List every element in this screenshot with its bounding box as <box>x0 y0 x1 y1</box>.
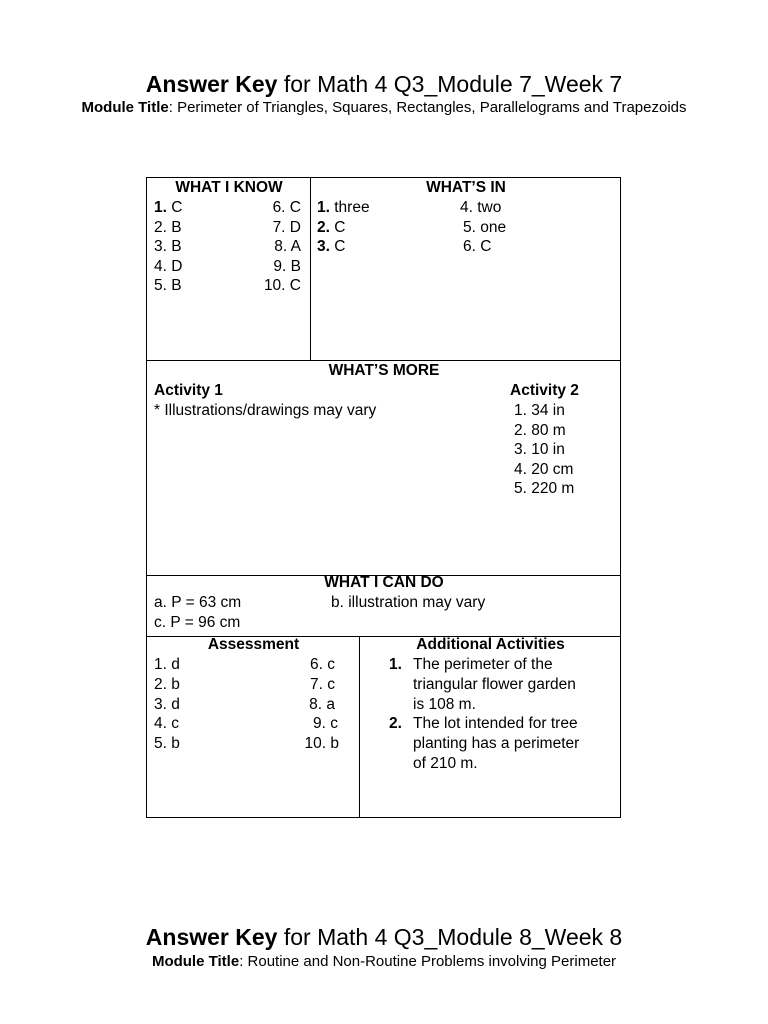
item-number: 1. <box>154 199 167 216</box>
activity1-note: * Illustrations/drawings may vary <box>154 402 377 419</box>
module-title-label: Module Title <box>81 99 169 116</box>
module-title-value: : Routine and Non-Routine Problems involving Perimeter <box>239 953 617 970</box>
can-do-answer-b: b. illustration may vary <box>331 594 486 611</box>
activity2-item: 1. 34 in <box>514 402 565 419</box>
title-rest: for Math 4 Q3_Module 8_Week 8 <box>277 924 623 950</box>
answer-item <box>317 237 345 257</box>
item-number: 2. <box>154 218 167 236</box>
item-answer: C <box>166 199 183 216</box>
answer-item: 10. b <box>304 735 339 752</box>
item-answer: C <box>329 218 346 236</box>
additional-item-line: triangular flower garden <box>413 676 576 693</box>
next-module-subtitle <box>60 951 708 972</box>
answer-item <box>154 218 182 238</box>
answer-item: 4. c <box>154 715 179 732</box>
additional-item-number: 1. <box>389 656 402 673</box>
item-answer: B <box>166 277 182 294</box>
answer-item: 4. two <box>460 199 502 216</box>
answer-item: 8. A <box>274 238 301 255</box>
item-answer: C <box>329 238 346 255</box>
item-number: 5. <box>154 277 167 294</box>
answer-item: 10. C <box>263 277 301 294</box>
activity2-item: 3. 10 in <box>514 441 565 458</box>
next-module-title <box>0 923 768 951</box>
answer-item: 9. c <box>313 715 338 732</box>
title-rest: for Math 4 Q3_Module 7_Week 7 <box>277 71 623 97</box>
answer-item: 6. C <box>272 199 301 216</box>
whats-more-cell <box>147 361 621 576</box>
answer-item <box>154 276 182 296</box>
additional-item-line: of 210 m. <box>413 754 478 772</box>
can-do-answer-c: c. P = 96 cm <box>154 614 241 631</box>
assessment-heading: Assessment <box>207 636 300 653</box>
item-number: 1. <box>317 199 330 216</box>
module-title <box>60 97 708 118</box>
title-bold: Answer Key <box>145 924 278 950</box>
activity2-item: 5. 220 m <box>514 480 575 497</box>
item-answer: B <box>166 238 182 255</box>
item-number: 3. <box>154 238 167 255</box>
activity2-item: 4. 20 cm <box>514 460 574 478</box>
what-i-can-do-cell <box>147 576 621 637</box>
answer-item: 7. c <box>310 676 335 693</box>
answer-item <box>154 237 182 257</box>
module-title-value: : Perimeter of Triangles, Squares, Rectangles, Parallelograms and Trapezoids <box>168 99 687 116</box>
whats-in-cell <box>311 178 621 361</box>
answer-item <box>154 257 182 277</box>
item-answer: D <box>166 257 183 275</box>
answer-item: 3. d <box>154 695 180 713</box>
answer-item <box>317 218 345 238</box>
whats-more-heading: WHAT’S MORE <box>328 362 440 379</box>
answer-item: 2. b <box>154 676 180 693</box>
what-i-know-cell <box>147 178 311 361</box>
item-number: 3. <box>317 238 330 255</box>
additional-item-number: 2. <box>389 715 402 732</box>
additional-item-line: planting has a perimeter <box>413 735 580 752</box>
additional-item-line: The lot intended for tree <box>413 715 578 732</box>
additional-item-line: is 108 m. <box>413 695 476 713</box>
answer-item: 6. C <box>463 238 492 255</box>
activity2-item: 2. 80 m <box>514 421 566 439</box>
item-number: 4. <box>154 257 167 275</box>
assessment-cell <box>147 637 360 818</box>
answer-item: 6. c <box>310 656 335 673</box>
answer-key-table <box>146 177 621 818</box>
item-answer: three <box>329 199 370 216</box>
answer-item: 5. b <box>154 735 180 752</box>
can-do-answer-a: a. P = 63 cm <box>154 594 242 611</box>
what-i-know-heading: WHAT I KNOW <box>175 179 283 196</box>
title-bold: Answer Key <box>145 71 278 97</box>
item-answer: B <box>166 218 182 236</box>
item-number: 2. <box>317 218 330 236</box>
answer-item: 8. a <box>309 695 335 713</box>
activity1-title: Activity 1 <box>154 382 223 399</box>
additional-activities-heading: Additional Activities <box>416 636 565 653</box>
what-i-can-do-heading: WHAT I CAN DO <box>324 574 444 591</box>
activity2-title: Activity 2 <box>510 382 579 399</box>
answer-item: 9. B <box>273 257 301 275</box>
answer-item: 1. d <box>154 656 180 673</box>
additional-item-line: The perimeter of the <box>413 656 553 673</box>
answer-item: 7. D <box>272 218 301 236</box>
answer-item <box>317 198 370 218</box>
page-title <box>0 70 768 98</box>
answer-item <box>154 198 182 218</box>
answer-item: 5. one <box>463 218 507 236</box>
additional-activities-cell <box>360 637 621 818</box>
whats-in-heading: WHAT’S IN <box>426 179 506 196</box>
module-title-label: Module Title <box>151 953 240 970</box>
